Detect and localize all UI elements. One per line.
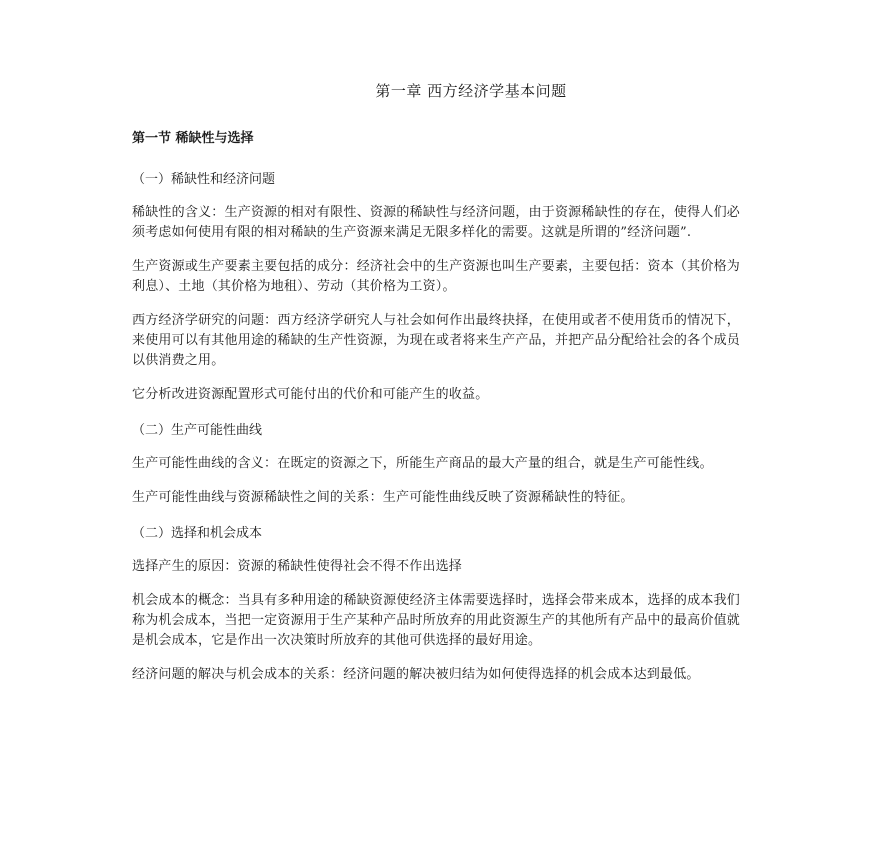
- subsection-heading-ppc: （二）生产可能性曲线: [132, 423, 263, 438]
- subsection-heading-choice: （二）选择和机会成本: [132, 526, 263, 541]
- subsection-heading-scarcity: （一）稀缺性和经济问题: [132, 172, 276, 187]
- paragraph-production-factors: 生产资源或生产要素主要包括的成分：经济社会中的生产资源也叫生产要素，主要包括：资本（其价格为利息）、土地（其价格为地租）、劳动（其价格为工资）。: [132, 259, 740, 294]
- paragraph-economic-problem: 经济问题的解决与机会成本的关系：经济问题的解决被归结为如何使得选择的机会成本达到最低。: [132, 667, 700, 682]
- paragraph-choice-reason: 选择产生的原因：资源的稀缺性使得社会不得不作出选择: [132, 559, 463, 574]
- chapter-title: 第一章 西方经济学基本问题: [375, 82, 567, 100]
- paragraph-analysis: 它分析改进资源配置形式可能付出的代价和可能产生的收益。: [132, 387, 489, 402]
- paragraph-scarcity-meaning: 稀缺性的含义：生产资源的相对有限性、资源的稀缺性与经济问题，由于资源稀缺性的存在，使得人们必须考虑如何使用有限的相对稀缺的生产资源来满足无限多样化的需要。这就是所谓的”经济问题”.: [132, 205, 740, 240]
- paragraph-ppc-meaning: 生产可能性曲线的含义：在既定的资源之下，所能生产商品的最大产量的组合，就是生产可能性线。: [132, 456, 713, 471]
- paragraph-opportunity-cost: 机会成本的概念：当具有多种用途的稀缺资源使经济主体需要选择时，选择会带来成本，选择的成本我们称为机会成本，当把一定资源用于生产某种产品时所放弃的用此资源生产的其他所有产品中的最高价值就是机会成本，它是作出一次决策时所放弃的其他可供选择的最好用途。: [132, 593, 740, 648]
- paragraph-research-question: 西方经济学研究的问题：西方经济学研究人与社会如何作出最终抉择，在使用或者不使用货币的情况下，来使用可以有其他用途的稀缺的生产性资源，为现在或者将来生产产品，并把产品分配给社会的各个成员以供消费之用。: [132, 313, 740, 368]
- paragraph-ppc-scarcity: 生产可能性曲线与资源稀缺性之间的关系：生产可能性曲线反映了资源稀缺性的特征。: [132, 490, 634, 505]
- section-title: 第一节 稀缺性与选择: [132, 131, 254, 146]
